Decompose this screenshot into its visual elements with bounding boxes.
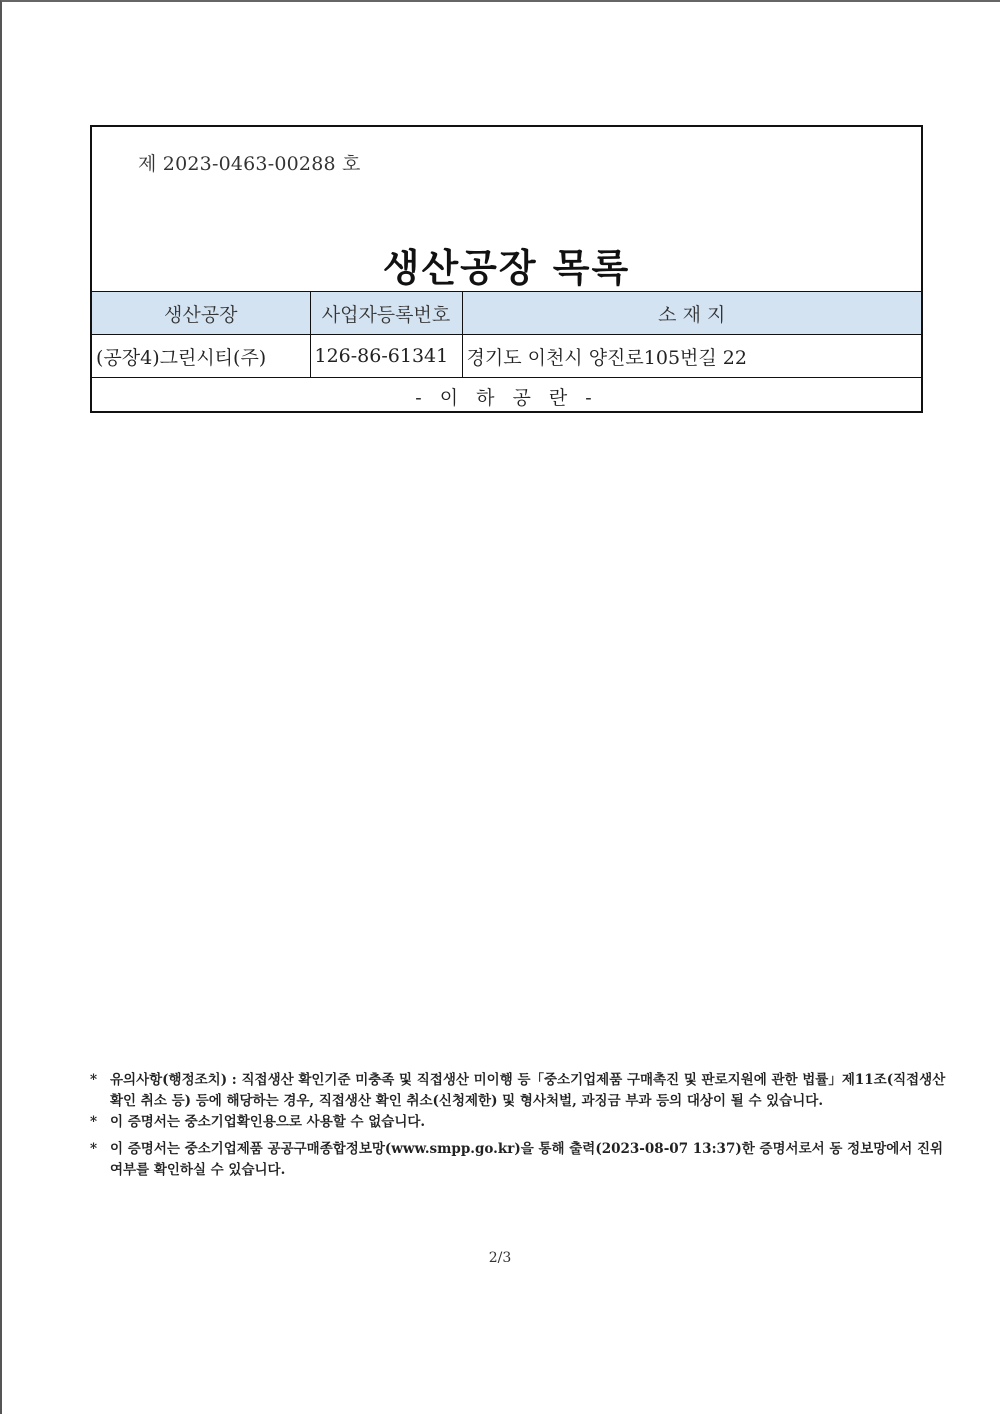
note-item bbox=[90, 1139, 950, 1181]
page-title: 생산공장 목록 bbox=[382, 245, 631, 290]
table-row bbox=[92, 335, 921, 378]
cell-business-no: 126-86-61341 bbox=[310, 335, 462, 378]
note-text: 이 증명서는 중소기업확인용으로 사용할 수 없습니다. bbox=[110, 1114, 426, 1130]
notes-section bbox=[90, 1070, 950, 1181]
table-blank-row bbox=[92, 378, 921, 415]
note-bullet: * bbox=[90, 1141, 98, 1157]
certificate-number: 제 2023-0463-00288 호 bbox=[138, 153, 361, 175]
table-header-row bbox=[92, 292, 921, 335]
blank-note: - 이 하 공 란 - bbox=[92, 378, 921, 415]
note-bullet: * bbox=[90, 1072, 98, 1088]
header-business-no: 사업자등록번호 bbox=[310, 292, 462, 335]
cell-factory: (공장4)그린시티(주) bbox=[92, 335, 310, 378]
page-number: 2/3 bbox=[488, 1250, 512, 1266]
document-frame bbox=[90, 125, 923, 413]
factory-table bbox=[92, 291, 921, 414]
note-text: 이 증명서는 중소기업제품 공공구매종합정보망(www.smpp.go.kr)을 통해 출력(2023-08-07 13:37)한 증명서로서 동 정보망에서 진위여부를 확인하실 수 있습니다. bbox=[110, 1141, 944, 1178]
note-item bbox=[90, 1112, 950, 1133]
note-bullet: * bbox=[90, 1114, 98, 1130]
note-text: 유의사항(행정조치) : 직접생산 확인기준 미충족 및 직접생산 미이행 등「중소기업제품 구매촉진 및 판로지원에 관한 법률」제11조(직접생산 확인 취소 등) 등에 해당하는 경우, 직접생산 확인 취소(신청제한) 및 형사처벌, 과징금 부과 등의 대상이 될 수 있습니다. bbox=[110, 1072, 946, 1109]
cell-address: 경기도 이천시 양진로105번길 22 bbox=[462, 335, 921, 378]
note-item bbox=[90, 1070, 950, 1112]
header-address: 소 재 지 bbox=[462, 292, 921, 335]
header-factory: 생산공장 bbox=[92, 292, 310, 335]
